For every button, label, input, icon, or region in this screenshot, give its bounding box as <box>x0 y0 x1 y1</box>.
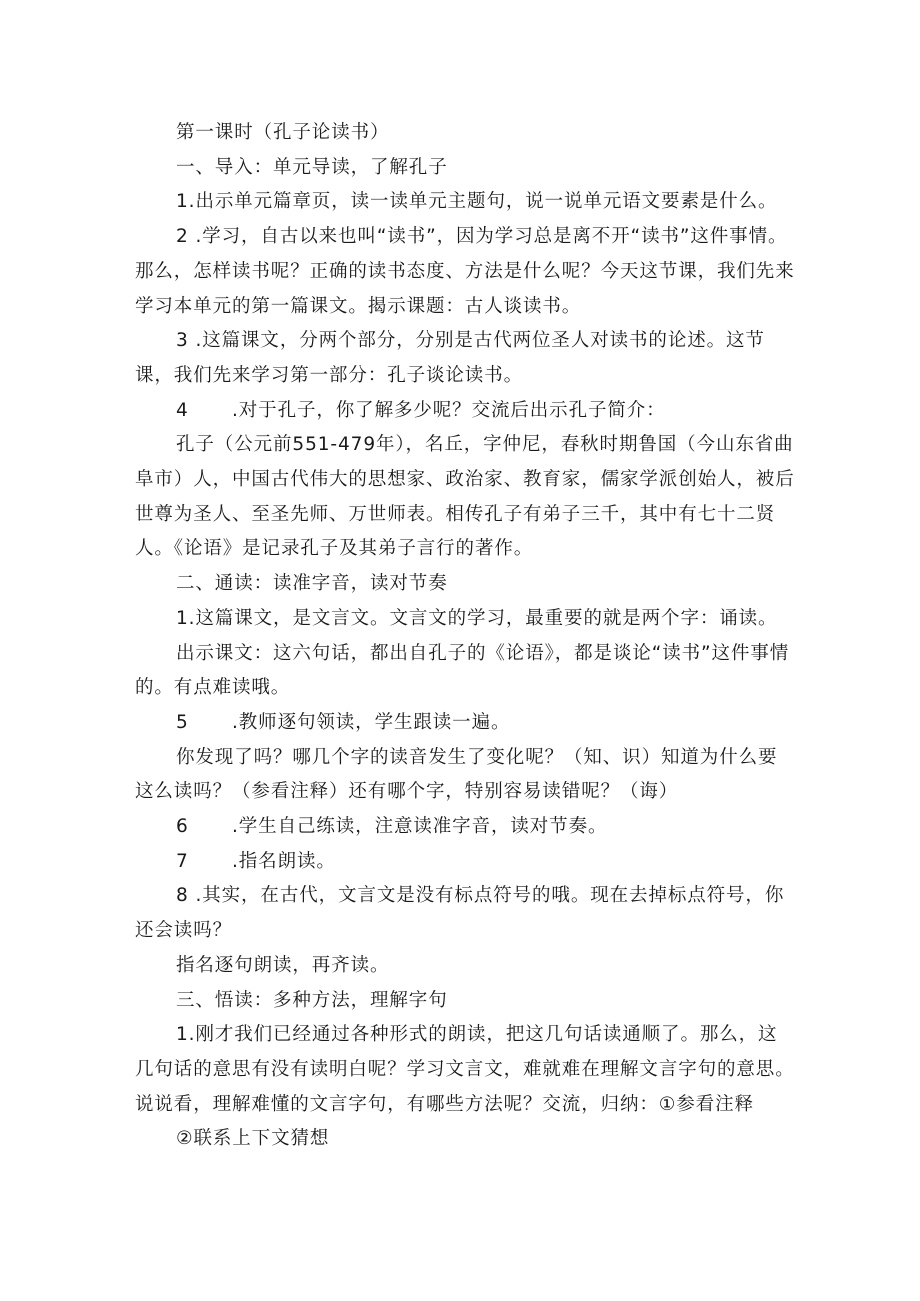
paragraph-context-guess: ②联系上下文猜想 <box>176 1128 330 1150</box>
paragraph-understanding-methods: 1.刚才我们已经通过各种形式的朗读，把这几句话读通顺了。那么，这几句话的意思有没有读明白呢？学习文言文，难就难在理解文言字句的意思。说说看，理解难懂的文言字句，有哪些方法呢？交流，归纳：①参看注释 <box>135 1024 795 1115</box>
paragraph-text: .学生自己练读，注意读准字音，读对节奏。 <box>232 816 608 838</box>
step-number: 7 <box>176 850 189 872</box>
step-number: 5 <box>176 711 189 733</box>
paragraph-5-teacher-reads <box>135 706 795 741</box>
section-heading-intro: 一、导入：单元导读，了解孔子 <box>176 156 448 178</box>
section-heading-reading: 二、通读：读准字音，读对节奏 <box>176 573 448 595</box>
paragraph-text: .教师逐句领读，学生跟读一遍。 <box>232 711 511 733</box>
paragraph-text: .其实，在古代，文言文是没有标点符号的哦。现在去掉标点符号，你还会读吗？ <box>135 885 785 942</box>
paragraph-4-about-confucius <box>135 394 795 429</box>
section-heading-understanding: 三、悟读：多种方法，理解字句 <box>176 989 448 1011</box>
step-number: 4 <box>176 399 189 421</box>
paragraph-1-unit-page: 1.出示单元篇章页，读一读单元主题句，说一说单元语文要素是什么。 <box>176 191 778 213</box>
paragraph-group-reading: 指名逐句朗读，再齐读。 <box>176 954 390 976</box>
paragraph-text: .学习，自古以来也叫“读书”，因为学习总是离不开“读书”这件事情。那么，怎样读书呢？正确的读书态度、方法是什么呢？今天这节课，我们先来学习本单元的第一篇课文。揭示课题：古人谈读书。 <box>135 226 795 317</box>
paragraph-7-read-aloud <box>135 845 795 880</box>
paragraph-6-self-practice <box>135 810 795 845</box>
confucius-biography: 孔子（公元前551-479年），名丘，字仲尼，春秋时期鲁国（今山东省曲阜市）人，中国古代伟大的思想家、政治家、教育家，儒家学派创始人，被后世尊为圣人、至圣先师、万世师表。相传孔子有弟子三千，其中有七十二贤人。《论语》是记录孔子及其弟子言行的著作。 <box>135 434 795 560</box>
step-number: 8 <box>176 885 189 907</box>
document-body <box>135 116 795 1157</box>
step-number: 6 <box>176 816 189 838</box>
paragraph-classical-chinese: 1.这篇课文，是文言文。文言文的学习，最重要的就是两个字：诵读。 <box>176 607 778 629</box>
paragraph-2-reading-intro <box>135 220 795 324</box>
paragraph-pronunciation: 你发现了吗？哪几个字的读音发生了变化呢？（知、识）知道为什么要这么读吗？（参看注释）还有哪个字，特别容易读错呢？（诲） <box>135 746 778 803</box>
paragraph-text: .指名朗读。 <box>232 850 336 872</box>
paragraph-show-text: 出示课文：这六句话，都出自孔子的《论语》，都是谈论“读书”这件事情的。有点难读哦。 <box>135 642 790 699</box>
step-number: 2 <box>176 226 189 248</box>
paragraph-3-text-structure <box>135 324 795 393</box>
paragraph-8-no-punctuation <box>135 879 795 948</box>
paragraph-text: .对于孔子，你了解多少呢？交流后出示孔子简介： <box>232 399 666 421</box>
lesson-title: 第一课时（孔子论读书） <box>176 122 390 143</box>
paragraph-text: .这篇课文，分两个部分，分别是古代两位圣人对读书的论述。这节课，我们先来学习第一部分：孔子谈论读书。 <box>135 330 765 386</box>
step-number: 3 <box>176 330 189 352</box>
